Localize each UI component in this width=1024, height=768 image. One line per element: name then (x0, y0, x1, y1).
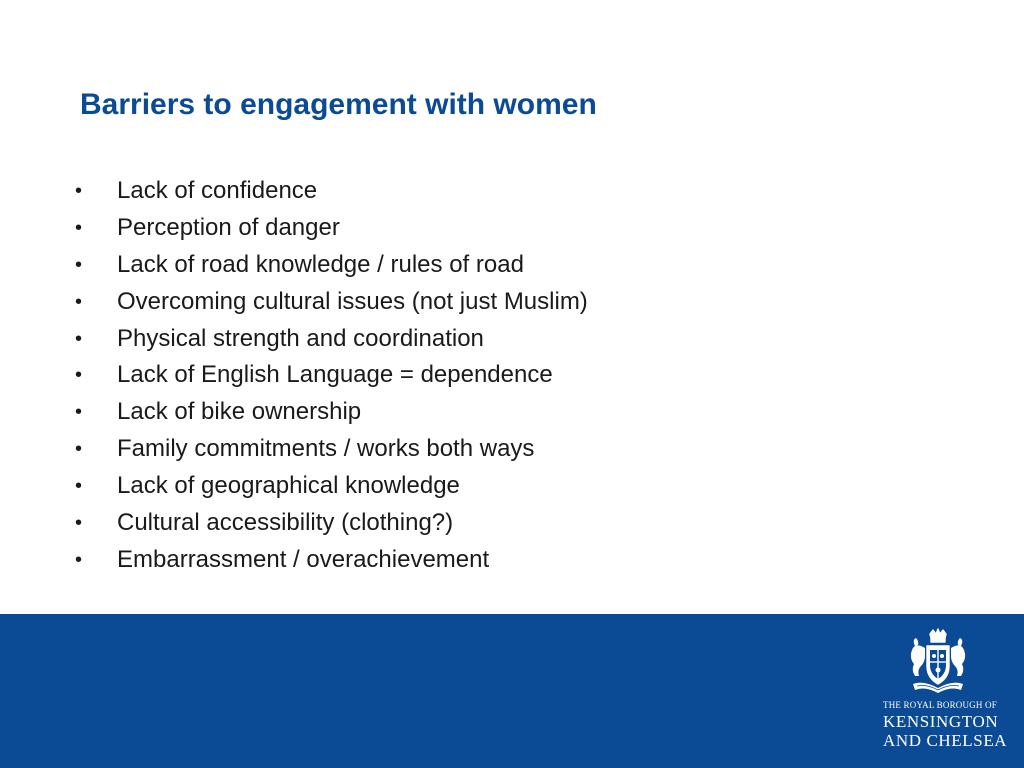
borough-crest-icon (903, 628, 973, 694)
bullet-marker: • (75, 512, 83, 535)
bullet-text: Lack of confidence (117, 177, 318, 204)
bullet-text: Perception of danger (117, 213, 340, 241)
bullet-marker: • (75, 253, 83, 276)
bullet-marker: • (75, 401, 83, 424)
bullet-text: Embarrassment / overachievement (117, 545, 490, 573)
borough-name-line-2: AND CHELSEA (883, 731, 1008, 750)
bullet-marker: • (75, 438, 83, 461)
bullet-marker: • (75, 180, 83, 202)
borough-name-line-1: KENSINGTON (883, 712, 999, 731)
bullet-text: Family commitments / works both ways (117, 435, 535, 463)
bullet-marker: • (75, 548, 83, 571)
slide-title: Barriers to engagement with women (80, 88, 597, 121)
bullet-text: Physical strength and coordination (117, 324, 484, 352)
bullet-marker: • (75, 327, 83, 350)
bullet-marker: • (75, 475, 83, 498)
bullet-marker: • (75, 364, 83, 387)
bullet-marker: • (75, 290, 83, 313)
bullet-text: Lack of road knowledge / rules of road (117, 250, 524, 278)
bullet-text: Cultural accessibility (clothing?) (117, 509, 454, 537)
bullet-text: Lack of bike ownership (117, 398, 362, 426)
bullet-text: Lack of English Language = dependence (117, 361, 553, 389)
borough-name-small: THE ROYAL BOROUGH OF (883, 700, 997, 710)
footer-band (0, 614, 1024, 768)
bullet-text: Overcoming cultural issues (not just Muslim) (117, 287, 588, 315)
bullet-text: Lack of geographical knowledge (117, 472, 460, 500)
bullet-marker: • (75, 216, 83, 239)
